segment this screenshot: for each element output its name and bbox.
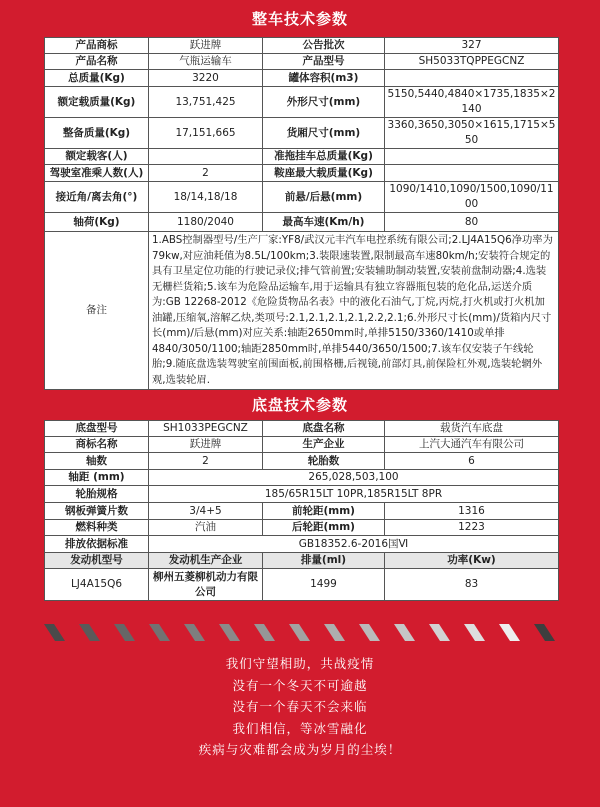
param-value: 1316	[385, 503, 559, 520]
stripe	[464, 624, 485, 641]
stripe	[429, 624, 450, 641]
engine-model: LJ4A15Q6	[45, 569, 149, 601]
param-label: 产品商标	[45, 38, 149, 54]
stripe	[254, 624, 275, 641]
param-value: SH5033TQPPEGCNZ	[385, 54, 559, 70]
param-label: 总质量(Kg)	[45, 70, 149, 87]
table-row	[45, 54, 559, 70]
param-value: 跃进牌	[149, 437, 263, 453]
param-label: 最高车速(Km/h)	[263, 213, 385, 232]
param-value: 3220	[149, 70, 263, 87]
param-value: 汽油	[149, 520, 263, 536]
table-row	[45, 149, 559, 165]
slogan	[0, 653, 600, 761]
param-label: 前轮距(mm)	[263, 503, 385, 520]
column-header: 排量(ml)	[263, 553, 385, 569]
param-value	[385, 149, 559, 165]
param-value: 跃进牌	[149, 38, 263, 54]
param-value	[149, 149, 263, 165]
stripe	[324, 624, 345, 641]
param-label: 商标名称	[45, 437, 149, 453]
decorative-stripes	[0, 624, 600, 642]
table-row	[45, 38, 559, 54]
slogan-line: 没有一个春天不会来临	[232, 699, 368, 715]
param-label: 接近角/离去角(°)	[45, 182, 149, 213]
param-label: 轮胎规格	[45, 486, 149, 503]
param-value	[385, 70, 559, 87]
param-value: 18/14,18/18	[149, 182, 263, 213]
param-value: 2	[149, 165, 263, 182]
param-value: 上汽大通汽车有限公司	[385, 437, 559, 453]
param-value: 327	[385, 38, 559, 54]
param-label: 鞍座最大载质量(Kg)	[263, 165, 385, 182]
table-row	[45, 421, 559, 437]
param-value	[385, 165, 559, 182]
table-row	[45, 503, 559, 520]
param-value: 265,028,503,100	[149, 470, 559, 486]
column-header: 发动机生产企业	[149, 553, 263, 569]
stripe	[219, 624, 240, 641]
param-value: 1090/1410,1090/1500,1090/1100	[385, 182, 559, 213]
param-label: 底盘型号	[45, 421, 149, 437]
table-row	[45, 437, 559, 453]
stripe	[394, 624, 415, 641]
stripe	[359, 624, 380, 641]
table-row	[45, 213, 559, 232]
remarks-label: 备注	[45, 232, 149, 390]
engine-header-row	[45, 553, 559, 569]
param-label: 额定载客(人)	[45, 149, 149, 165]
table-row	[45, 486, 559, 503]
param-value: 13,751,425	[149, 87, 263, 118]
param-label: 轴荷(Kg)	[45, 213, 149, 232]
engine-row	[45, 569, 559, 601]
stripe	[114, 624, 135, 641]
param-label: 生产企业	[263, 437, 385, 453]
stripe	[534, 624, 555, 641]
stripe	[149, 624, 170, 641]
stripe	[79, 624, 100, 641]
column-header: 发动机型号	[45, 553, 149, 569]
vehicle-params-table	[44, 37, 559, 390]
slogan-line: 我们守望相助，共战疫情	[225, 656, 375, 671]
param-value: 6	[385, 453, 559, 470]
param-value: 17,151,665	[149, 118, 263, 149]
remarks-row	[45, 232, 559, 390]
param-value: 80	[385, 213, 559, 232]
param-label: 后轮距(mm)	[263, 520, 385, 536]
stripe	[44, 624, 65, 641]
param-label: 燃料种类	[45, 520, 149, 536]
param-label: 轴数	[45, 453, 149, 470]
table-row	[45, 520, 559, 536]
param-value: 5150,5440,4840×1735,1835×2140	[385, 87, 559, 118]
slogan-line: 我们相信，等冰雪融化	[232, 720, 368, 736]
param-label: 轮胎数	[263, 453, 385, 470]
param-value: 3/4+5	[149, 503, 263, 520]
chassis-params-table	[44, 420, 559, 601]
param-value: 载货汽车底盘	[385, 421, 559, 437]
table-row	[45, 70, 559, 87]
table-row	[45, 87, 559, 118]
stripe	[499, 624, 520, 641]
stripe	[289, 624, 310, 641]
param-value: 185/65R15LT 10PR,185R15LT 8PR	[149, 486, 559, 503]
param-label: 前悬/后悬(mm)	[263, 182, 385, 213]
param-value: GB18352.6-2016国Ⅵ	[149, 536, 559, 553]
table-row	[45, 470, 559, 486]
slogan-line: 没有一个冬天不可逾越	[232, 677, 368, 693]
slogan-line: 疾病与灾难都会成为岁月的尘埃！	[198, 742, 402, 758]
param-label: 轴距 (mm)	[45, 470, 149, 486]
vehicle-section-title: 整车技术参数	[251, 10, 348, 28]
param-label: 产品名称	[45, 54, 149, 70]
table-row	[45, 118, 559, 149]
table-row	[45, 536, 559, 553]
remarks-text: 1.ABS控制器型号/生产厂家:YF8/武汉元丰汽车电控系统有限公司;2.LJ4A15Q6净功率为79kw,对应油耗值为8.5L/100km;3.装限速装置,限制最高车速80km/h;安装符合规定的具有卫星定位功能的行驶记录仪;排气管前置;安装辅助制动装置,安装前盘制动器;4.选装无栅栏货箱;5.该车为危险品运输车,用于运输具有独立容器瓶包装的危化品,运送介质为:GB 12268-2012《危险货物品名表》中的液化石油气,丁烷,丙烷,打火机或打火机加油罐,压缩氧,溶解乙炔,类项号:2.1,2.1,2.1,2.1,2.2,2.1;6.外形尺寸长(mm)/货箱内尺寸长(mm)/后悬(mm)对应关系:轴距2650mm时,单排5150/3360/1410或单排4840/3050/1100;轴距2850mm时,单排5440/3650/1500;7.该车仅安装子午线轮胎;9.随底盘选装驾驶室前围面板,前围格栅,后视镜,前部灯具,前保险杠外观,选装轮辋外观,选装轮眉.	[149, 232, 559, 390]
table-row	[45, 453, 559, 470]
param-value: 3360,3650,3050×1615,1715×550	[385, 118, 559, 149]
param-label: 排放依据标准	[45, 536, 149, 553]
table-row	[45, 182, 559, 213]
param-label: 钢板弹簧片数	[45, 503, 149, 520]
engine-manufacturer: 柳州五菱柳机动力有限公司	[149, 569, 263, 601]
stripe	[184, 624, 205, 641]
param-value: 气瓶运输车	[149, 54, 263, 70]
column-header: 功率(Kw)	[385, 553, 559, 569]
param-label: 外形尺寸(mm)	[263, 87, 385, 118]
param-value: 1180/2040	[149, 213, 263, 232]
param-label: 整备质量(Kg)	[45, 118, 149, 149]
param-label: 驾驶室准乘人数(人)	[45, 165, 149, 182]
param-label: 罐体容积(m3)	[263, 70, 385, 87]
param-value: 1223	[385, 520, 559, 536]
param-value: SH1033PEGCNZ	[149, 421, 263, 437]
param-label: 产品型号	[263, 54, 385, 70]
param-label: 额定载质量(Kg)	[45, 87, 149, 118]
engine-power: 83	[385, 569, 559, 601]
param-label: 底盘名称	[263, 421, 385, 437]
param-label: 公告批次	[263, 38, 385, 54]
table-row	[45, 165, 559, 182]
param-label: 准拖挂车总质量(Kg)	[263, 149, 385, 165]
engine-displacement: 1499	[263, 569, 385, 601]
param-label: 货厢尺寸(mm)	[263, 118, 385, 149]
param-value: 2	[149, 453, 263, 470]
chassis-section-title: 底盘技术参数	[251, 396, 348, 414]
